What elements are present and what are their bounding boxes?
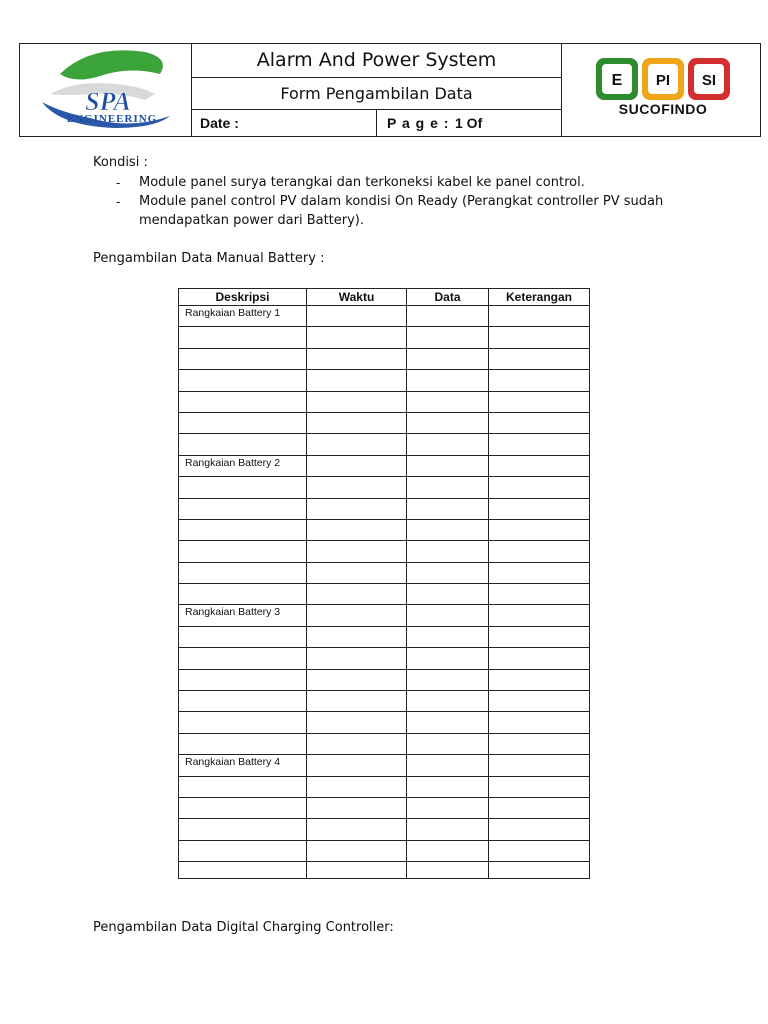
table-cell[interactable] <box>179 327 307 348</box>
table-cell[interactable] <box>179 541 307 562</box>
table-cell[interactable] <box>307 391 407 412</box>
date-label: Date : <box>200 115 239 131</box>
table-row <box>179 755 590 776</box>
table-cell[interactable] <box>489 819 590 840</box>
table-row <box>179 434 590 455</box>
table-cell[interactable] <box>307 626 407 647</box>
table-cell[interactable] <box>307 327 407 348</box>
table-cell[interactable] <box>179 498 307 519</box>
table-cell[interactable] <box>489 691 590 712</box>
table-cell[interactable] <box>307 370 407 391</box>
table-cell[interactable] <box>489 669 590 690</box>
table-cell[interactable] <box>489 733 590 754</box>
spa-logo-text: SPA <box>85 87 131 116</box>
table-cell[interactable] <box>407 584 489 605</box>
table-cell[interactable] <box>489 498 590 519</box>
table-cell[interactable] <box>489 755 590 776</box>
sucofindo-wordmark: SUCOFINDO <box>618 101 708 117</box>
table-row <box>179 819 590 840</box>
table-cell[interactable] <box>179 776 307 797</box>
group-label-battery-1: Rangkaian Battery 1 <box>179 306 307 327</box>
section-title-digital-charging-controller: Pengambilan Data Digital Charging Controller: <box>93 920 394 935</box>
table-cell[interactable] <box>179 412 307 433</box>
table-cell[interactable] <box>489 541 590 562</box>
table-row <box>179 776 590 797</box>
table-cell[interactable] <box>307 733 407 754</box>
table-cell[interactable] <box>307 348 407 369</box>
table-cell[interactable] <box>489 776 590 797</box>
engineering-logo-text: ENGINEERING <box>66 113 158 125</box>
table-cell[interactable] <box>307 412 407 433</box>
table-cell[interactable] <box>489 648 590 669</box>
table-cell[interactable] <box>489 455 590 476</box>
table-cell[interactable] <box>489 797 590 818</box>
table-cell[interactable] <box>307 862 407 879</box>
bullet-dash: - <box>116 175 121 190</box>
table-cell[interactable] <box>307 562 407 583</box>
table-cell[interactable] <box>489 370 590 391</box>
table-cell[interactable] <box>407 391 489 412</box>
table-cell[interactable] <box>179 669 307 690</box>
table-cell[interactable] <box>307 455 407 476</box>
table-row <box>179 605 590 626</box>
table-row <box>179 712 590 733</box>
column-header-data: Data <box>407 289 489 306</box>
table-cell[interactable] <box>407 755 489 776</box>
document-header <box>19 43 761 137</box>
table-cell[interactable] <box>179 626 307 647</box>
condition-item-1: Module panel surya terangkai dan terkoneksi kabel ke panel control. <box>139 175 585 190</box>
table-row <box>179 541 590 562</box>
table-row <box>179 327 590 348</box>
header-center <box>192 44 561 136</box>
table-cell[interactable] <box>307 776 407 797</box>
table-row <box>179 477 590 498</box>
table-row <box>179 648 590 669</box>
table-cell[interactable] <box>179 862 307 879</box>
table-cell[interactable] <box>489 519 590 540</box>
table-cell[interactable] <box>407 797 489 818</box>
table-cell[interactable] <box>307 605 407 626</box>
table-row <box>179 455 590 476</box>
table-cell[interactable] <box>489 605 590 626</box>
table-cell[interactable] <box>407 840 489 861</box>
table-cell[interactable] <box>407 434 489 455</box>
table-row <box>179 733 590 754</box>
table-cell[interactable] <box>407 776 489 797</box>
table-row <box>179 306 590 327</box>
table-cell[interactable] <box>489 391 590 412</box>
table-row <box>179 584 590 605</box>
table-cell[interactable] <box>407 519 489 540</box>
table-cell[interactable] <box>307 648 407 669</box>
table-cell[interactable] <box>179 434 307 455</box>
table-cell[interactable] <box>179 519 307 540</box>
table-row <box>179 498 590 519</box>
table-cell[interactable] <box>179 348 307 369</box>
table-row <box>179 370 590 391</box>
column-header-deskripsi: Deskripsi <box>179 289 307 306</box>
table-cell[interactable] <box>179 477 307 498</box>
table-cell[interactable] <box>489 477 590 498</box>
table-cell[interactable] <box>489 862 590 879</box>
table-cell[interactable] <box>307 669 407 690</box>
table-cell[interactable] <box>307 434 407 455</box>
table-cell[interactable] <box>489 412 590 433</box>
table-cell[interactable] <box>179 840 307 861</box>
table-row <box>179 797 590 818</box>
table-cell[interactable] <box>307 477 407 498</box>
table-cell[interactable] <box>307 498 407 519</box>
table-cell[interactable] <box>307 519 407 540</box>
table-cell[interactable] <box>489 562 590 583</box>
conditions-heading: Kondisi : <box>93 155 148 170</box>
document-title: Alarm And Power System <box>192 44 561 78</box>
table-cell[interactable] <box>407 412 489 433</box>
table-cell[interactable] <box>179 691 307 712</box>
table-cell[interactable] <box>407 862 489 879</box>
table-cell[interactable] <box>307 306 407 327</box>
table-cell[interactable] <box>407 691 489 712</box>
table-cell[interactable] <box>407 455 489 476</box>
table-cell[interactable] <box>407 648 489 669</box>
table-cell[interactable] <box>407 498 489 519</box>
table-cell[interactable] <box>489 712 590 733</box>
table-header-row <box>179 289 590 306</box>
table-cell[interactable] <box>179 391 307 412</box>
table-cell[interactable] <box>407 370 489 391</box>
table-cell[interactable] <box>489 434 590 455</box>
bullet-dash: - <box>116 194 121 209</box>
page-number: 1 Of <box>455 115 483 131</box>
table-cell[interactable] <box>179 712 307 733</box>
table-row <box>179 412 590 433</box>
table-cell[interactable] <box>489 306 590 327</box>
table-cell[interactable] <box>307 755 407 776</box>
table-cell[interactable] <box>489 584 590 605</box>
form-subtitle: Form Pengambilan Data <box>192 78 561 110</box>
table-row <box>179 691 590 712</box>
battery-data-table <box>178 288 590 879</box>
table-cell[interactable] <box>307 840 407 861</box>
table-row <box>179 391 590 412</box>
logo-letter-pi: PI <box>655 72 671 89</box>
table-cell[interactable] <box>307 797 407 818</box>
page-label: P a g e : <box>387 115 450 131</box>
table-cell[interactable] <box>179 370 307 391</box>
table-cell[interactable] <box>179 584 307 605</box>
table-cell[interactable] <box>407 327 489 348</box>
condition-item-2-line-2: mendapatkan power dari Battery). <box>139 213 365 228</box>
table-row <box>179 348 590 369</box>
spa-engineering-logo <box>20 44 192 136</box>
table-cell[interactable] <box>489 840 590 861</box>
group-label-battery-2: Rangkaian Battery 2 <box>179 455 307 476</box>
table-cell[interactable] <box>307 541 407 562</box>
date-page-row <box>192 110 561 136</box>
table-cell[interactable] <box>407 733 489 754</box>
column-header-keterangan: Keterangan <box>489 289 590 306</box>
table-cell[interactable] <box>179 797 307 818</box>
table-row <box>179 669 590 690</box>
table-cell[interactable] <box>179 648 307 669</box>
group-label-battery-3: Rangkaian Battery 3 <box>179 605 307 626</box>
logo-letter-e: E <box>611 72 623 89</box>
table-row <box>179 562 590 583</box>
logo-letter-si: SI <box>701 72 717 89</box>
table-cell[interactable] <box>307 584 407 605</box>
section-title-manual-battery: Pengambilan Data Manual Battery : <box>93 251 325 266</box>
table-cell[interactable] <box>179 733 307 754</box>
table-row <box>179 519 590 540</box>
table-cell[interactable] <box>407 306 489 327</box>
condition-item-2-line-1: Module panel control PV dalam kondisi On Ready (Perangkat controller PV sudah <box>139 194 664 209</box>
table-row <box>179 626 590 647</box>
table-cell[interactable] <box>407 541 489 562</box>
table-cell[interactable] <box>307 691 407 712</box>
table-cell[interactable] <box>179 562 307 583</box>
table-cell[interactable] <box>407 348 489 369</box>
table-cell[interactable] <box>489 327 590 348</box>
table-cell[interactable] <box>407 819 489 840</box>
episi-sucofindo-logo <box>561 44 760 136</box>
table-cell[interactable] <box>489 626 590 647</box>
table-cell[interactable] <box>307 819 407 840</box>
table-cell[interactable] <box>407 626 489 647</box>
table-cell[interactable] <box>407 669 489 690</box>
table-cell[interactable] <box>179 819 307 840</box>
table-cell[interactable] <box>407 477 489 498</box>
row-divider <box>376 110 377 136</box>
group-label-battery-4: Rangkaian Battery 4 <box>179 755 307 776</box>
table-cell[interactable] <box>307 712 407 733</box>
table-cell[interactable] <box>407 712 489 733</box>
table-cell[interactable] <box>407 562 489 583</box>
table-cell[interactable] <box>407 605 489 626</box>
table-row <box>179 840 590 861</box>
table-cell[interactable] <box>489 348 590 369</box>
table-row <box>179 862 590 879</box>
column-header-waktu: Waktu <box>307 289 407 306</box>
